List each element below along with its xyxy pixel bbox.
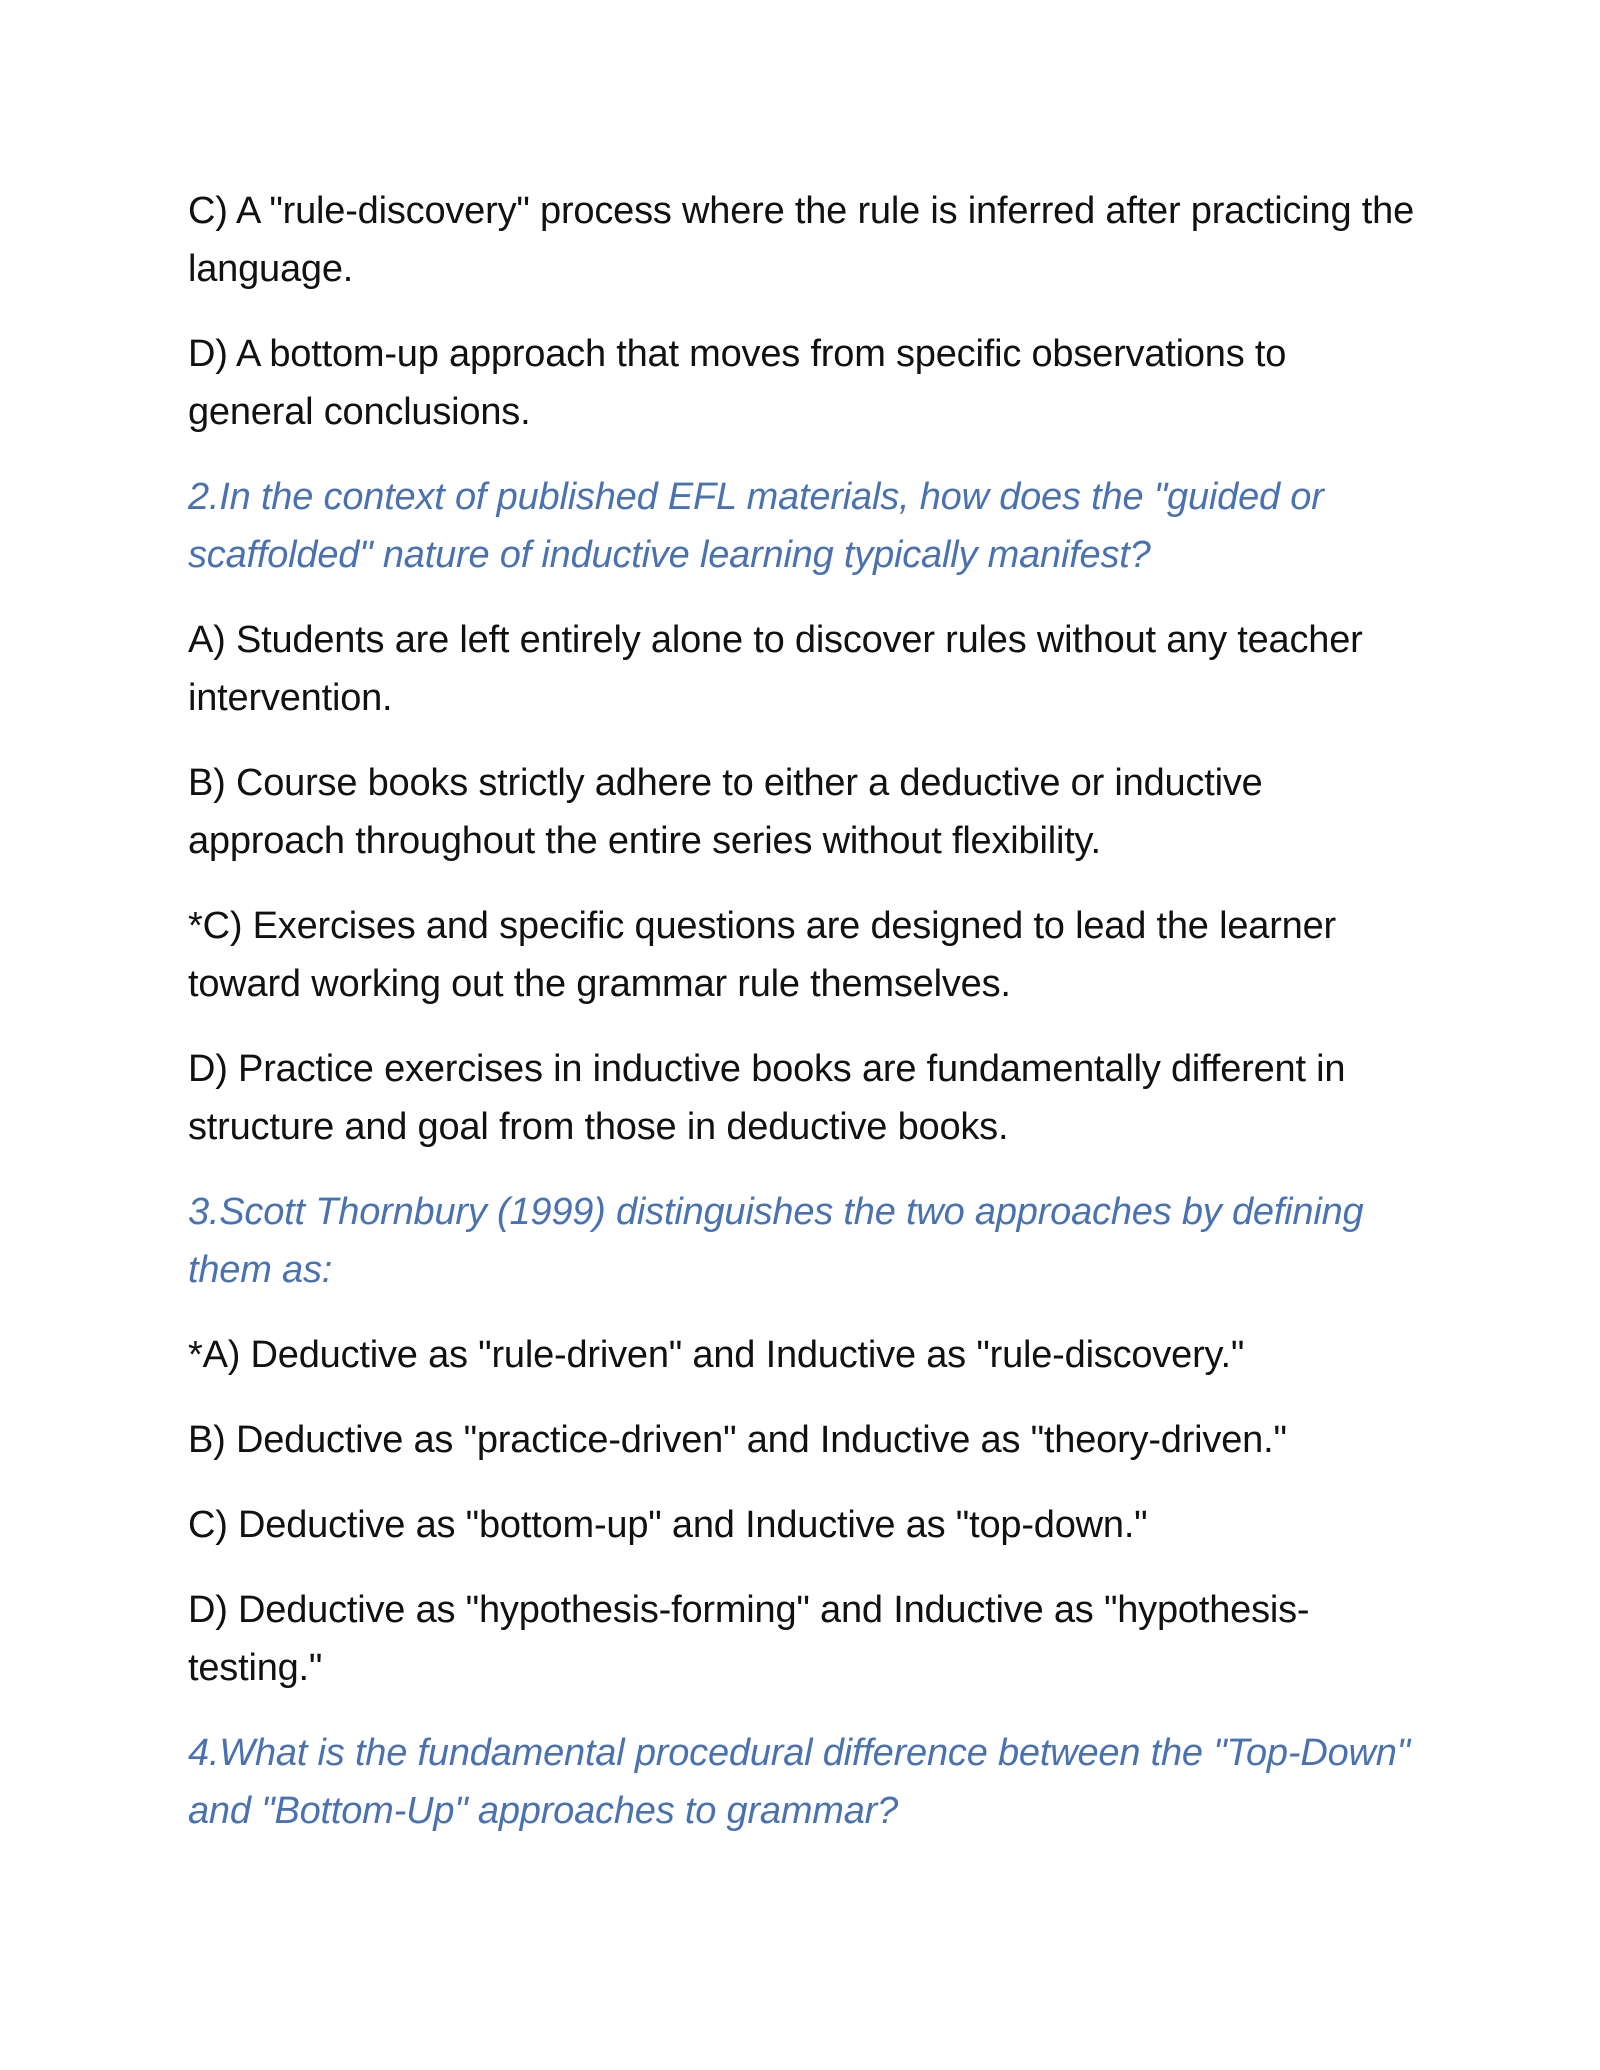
q3-option-a: *A) Deductive as "rule-driven" and Inductive as "rule-discovery." bbox=[188, 1334, 1245, 1376]
q3-option-c: C) Deductive as "bottom-up" and Inductive as "top-down." bbox=[188, 1504, 1148, 1546]
q2-option-a: A) Students are left entirely alone to discover rules without any teacher intervention. bbox=[188, 619, 1363, 719]
question-2: 2.In the context of published EFL materials, how does the "guided or scaffolded" nature of inductive learning typically manifest? bbox=[188, 476, 1324, 576]
q2-option-b: B) Course books strictly adhere to either a deductive or inductive approach throughout the entire series without flexibility. bbox=[188, 762, 1263, 862]
q2-option-c: *C) Exercises and specific questions are designed to lead the learner toward working out the grammar rule themselves. bbox=[188, 905, 1336, 1005]
q2-option-d: D) Practice exercises in inductive books are fundamentally different in structure and goal from those in deductive books. bbox=[188, 1048, 1346, 1148]
q3-option-d: D) Deductive as "hypothesis-forming" and Inductive as "hypothesis-testing." bbox=[188, 1589, 1310, 1689]
question-3: 3.Scott Thornbury (1999) distinguishes the two approaches by defining them as: bbox=[188, 1191, 1364, 1291]
q3-option-b: B) Deductive as "practice-driven" and Inductive as "theory-driven." bbox=[188, 1419, 1287, 1461]
document-body bbox=[188, 182, 1418, 1867]
q1-option-c: C) A "rule-discovery" process where the rule is inferred after practicing the language. bbox=[188, 190, 1415, 290]
question-4: 4.What is the fundamental procedural difference between the "Top-Down" and "Bottom-Up" approaches to grammar? bbox=[188, 1732, 1410, 1832]
q1-option-d: D) A bottom-up approach that moves from specific observations to general conclusions. bbox=[188, 333, 1287, 433]
